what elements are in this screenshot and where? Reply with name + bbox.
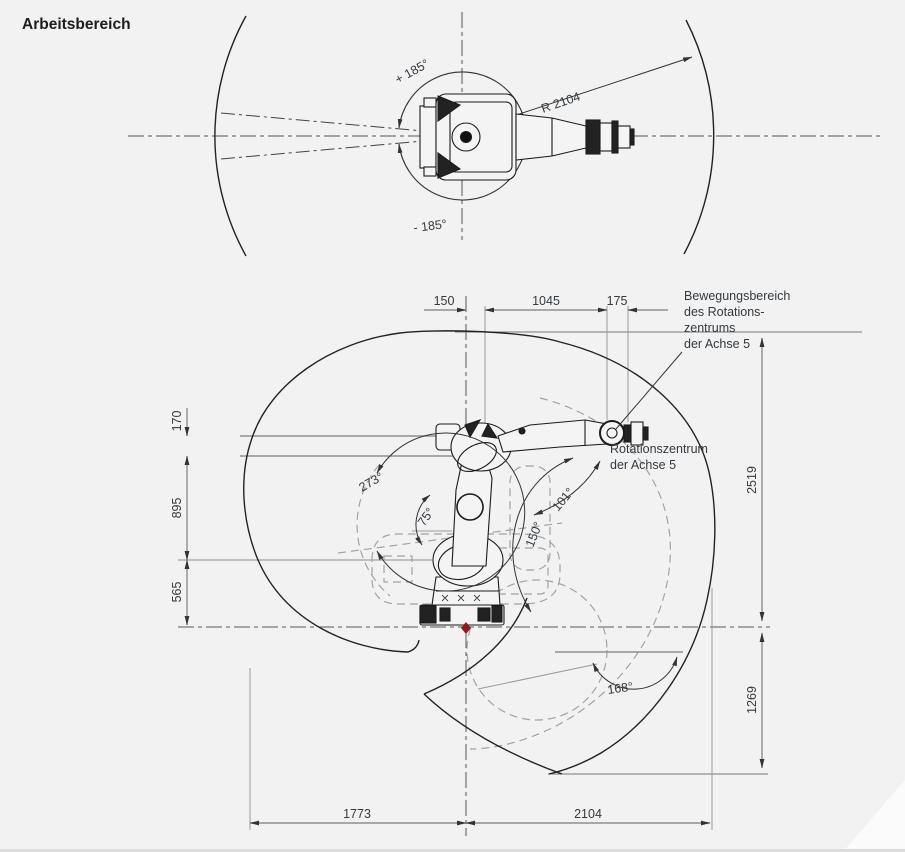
robot-forearm-bolt	[519, 428, 525, 434]
robot-wrist-dark	[586, 120, 600, 154]
robot-arm-top-view	[516, 114, 586, 160]
motion-range-line-1: Bewegungsbereich	[684, 289, 791, 303]
robot-wrist-collar	[612, 121, 618, 153]
motion-range-label	[684, 289, 790, 351]
robot-rear-lug-bottom	[424, 167, 436, 176]
dim-1269-label: 1269	[745, 686, 759, 714]
robot-wrist-collar-side	[624, 425, 631, 442]
radius-r2104-label: R 2104	[539, 89, 583, 116]
angle-273-label: 273°	[356, 469, 386, 495]
envelope-notch-lower	[424, 694, 562, 774]
robot-flange-cap-side	[643, 427, 648, 440]
angle-minus-185-label: - 185°	[412, 216, 448, 235]
robot-base-block-mid-right	[478, 608, 490, 621]
dim-170-label: 170	[170, 410, 184, 432]
robot-axis1-center	[461, 132, 472, 143]
robot-flange	[618, 126, 630, 148]
dim-150-label: 150	[433, 294, 455, 308]
robot-rear-bracket	[420, 106, 436, 168]
line-168-ray	[478, 664, 597, 689]
rotation-center-line-1: Rotationszentrum	[610, 442, 708, 456]
robot-base-block-right	[492, 606, 502, 622]
robot-top-view	[420, 94, 634, 180]
dim-2519-label: 2519	[745, 466, 759, 494]
dim-1773-label: 1773	[343, 807, 371, 821]
angle-168-label: 168°	[606, 679, 635, 697]
dim-175-label: 175	[606, 294, 628, 308]
dim-1045-label: 1045	[532, 294, 560, 308]
side-view	[170, 289, 862, 836]
angle-plus-185-label: + 185°	[392, 56, 432, 87]
robot-rear-lug-top	[424, 98, 436, 107]
dashed-arm-down-outline	[510, 466, 550, 570]
motion-range-line-3: zentrums	[684, 321, 736, 335]
rotation-center-line-2: der Achse 5	[610, 458, 677, 472]
dim-2104-label: 2104	[574, 807, 602, 821]
dim-895-label: 895	[170, 497, 184, 519]
robot-flange-cap	[630, 129, 634, 145]
motion-range-line-2: des Rotations-	[684, 305, 765, 319]
motion-range-line-4: der Achse 5	[684, 337, 751, 351]
envelope-arc-right	[684, 20, 714, 254]
page-corner-fold	[843, 780, 905, 852]
robot-wrist-ring	[600, 123, 612, 151]
top-view	[128, 12, 880, 256]
angle-75-label: 75°	[414, 505, 438, 529]
page-title: Arbeitsbereich	[22, 16, 131, 33]
dim-565-label: 565	[170, 581, 184, 603]
angle-101-label: 101°	[549, 485, 577, 514]
robot-forearm	[498, 420, 607, 452]
robot-base-block-left	[420, 606, 436, 623]
robot-base-inner	[450, 102, 512, 172]
arc-168	[593, 657, 677, 689]
robot-base-block-mid-left	[440, 608, 450, 621]
angle-150-label: 150°	[522, 519, 546, 550]
rotation-center-label	[610, 442, 708, 472]
motion-range-leader-line	[616, 352, 682, 429]
